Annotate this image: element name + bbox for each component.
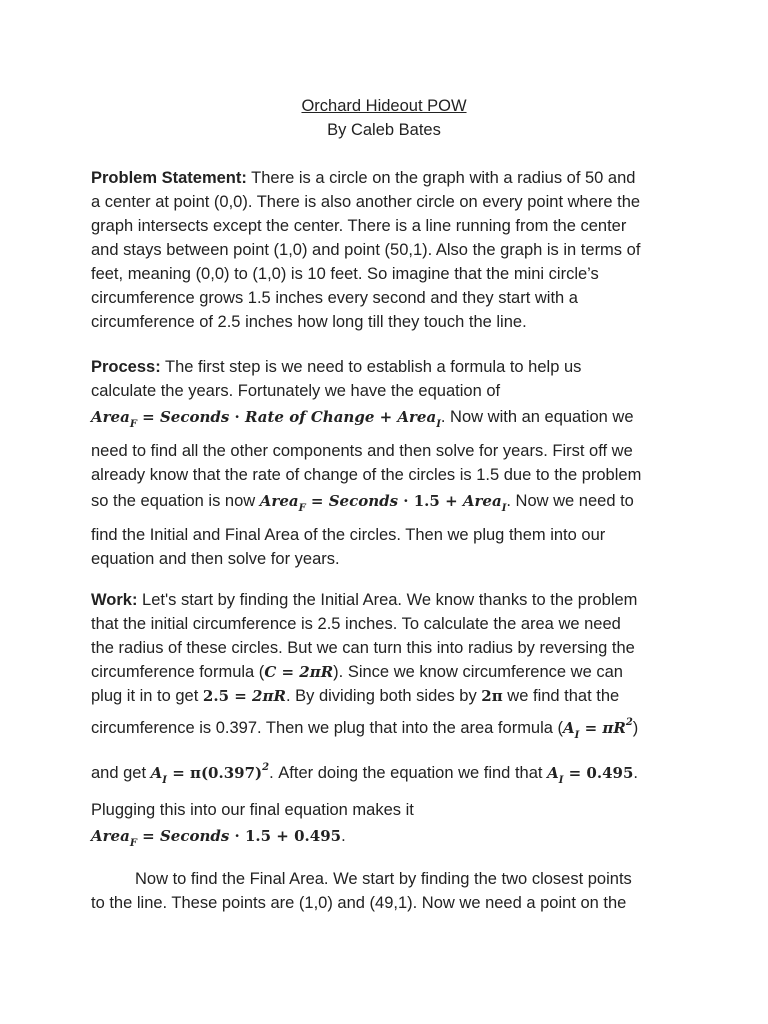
text-line: need to find all the other components and then solve for years. First off we (91, 442, 633, 460)
text-line: Plugging this into our final equation makes it (91, 801, 414, 819)
process-paragraph (91, 355, 681, 571)
text-line: and stays between point (1,0) and point (50,1). Also the graph is in terms of (91, 241, 641, 259)
final-area-paragraph (91, 867, 681, 915)
work-paragraph (91, 588, 681, 858)
text-line: the radius of these circles. But we can turn this into radius by reversing the (91, 639, 635, 657)
document-author: By Caleb Bates (327, 121, 441, 139)
work-label: Work: (91, 591, 138, 609)
text-line: Process: The first step is we need to establish a formula to help us (91, 358, 582, 376)
equation-line: Area$_F$ = Seconds · Rate of Change + Area$_I$. Now with an equation we (91, 408, 634, 430)
problem-statement-paragraph (91, 166, 681, 334)
equation-line: Area$_F$ = Seconds · 1.5 + 0.495. (91, 827, 346, 849)
equation-line: circumference is 0.397. Then we plug that into the area formula $(A_I = \pi R^2)$ (91, 717, 639, 741)
equation-line: so the equation is now Area$_F$ = Seconds · 1.5 + Area$_I$. Now we need to (91, 492, 634, 514)
text-line: to the line. These points are (1,0) and (49,1). Now we need a point on the (91, 894, 627, 912)
process-label: Process: (91, 358, 161, 376)
text-line: Now to find the Final Area. We start by finding the two closest points (135, 870, 632, 888)
text-line: graph intersects except the center. There is a line running from the center (91, 217, 627, 235)
text-line: a center at point (0,0). There is also another circle on every point where the (91, 193, 641, 211)
text-line: already know that the rate of change of the circles is 1.5 due to the problem (91, 466, 642, 484)
text-line: feet, meaning (0,0) to (1,0) is 10 feet. So imagine that the mini circle’s (91, 265, 599, 283)
problem-label: Problem Statement: (91, 169, 247, 187)
text-line: find the Initial and Final Area of the circles. Then we plug them into our (91, 526, 606, 544)
text-line: that the initial circumference is 2.5 inches. To calculate the area we need (91, 615, 621, 633)
text-line: circumference of 2.5 inches how long till they touch the line. (91, 313, 527, 331)
text-line: equation and then solve for years. (91, 550, 340, 568)
text-line: Work: Let's start by finding the Initial Area. We know thanks to the problem (91, 591, 638, 609)
equation-line: plug it in to get 2.5 = 2πR. By dividing both sides by 2π we find that the (91, 687, 620, 705)
title-block (0, 94, 768, 142)
text-line: Problem Statement: There is a circle on the graph with a radius of 50 and (91, 169, 636, 187)
text-line: circumference grows 1.5 inches every second and they start with a (91, 289, 578, 307)
equation-line: and get $A_I = \pi(0.397)^2$. After doing the equation we find that $A_I = 0.495$. (91, 762, 638, 786)
text-line: calculate the years. Fortunately we have the equation of (91, 382, 501, 400)
document-title: Orchard Hideout POW (301, 97, 467, 115)
equation-line: circumference formula (C = 2πR). Since we know circumference we can (91, 663, 623, 681)
